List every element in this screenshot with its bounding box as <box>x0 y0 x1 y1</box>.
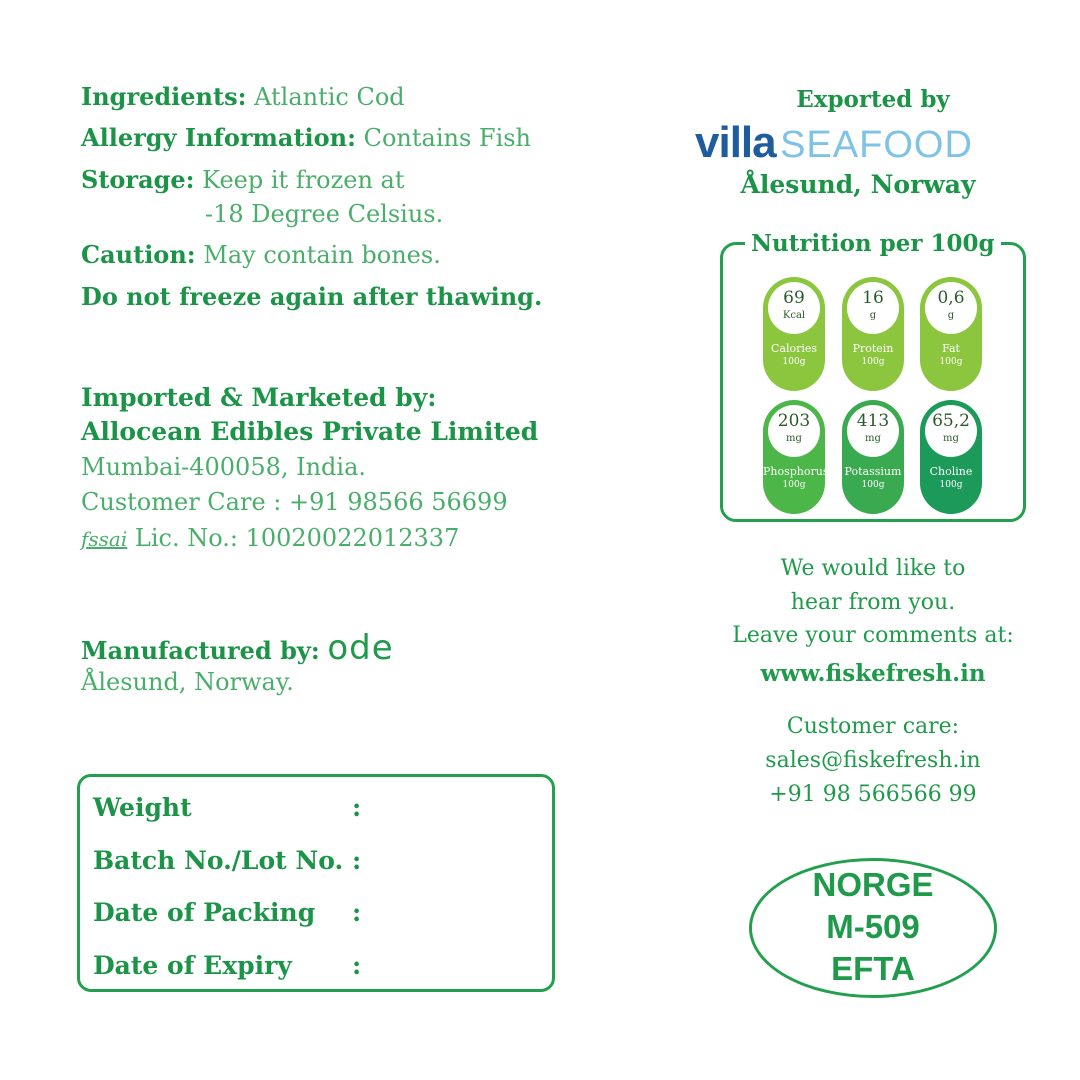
nutrition-value-circle <box>925 405 977 457</box>
storage-label: Storage: <box>81 165 195 194</box>
nutrition-name: Choline <box>929 465 973 478</box>
importer-address: Mumbai-400058, India. <box>81 453 367 481</box>
nutrition-unit: g <box>869 310 877 321</box>
nutrition-name: Phosphorus <box>763 465 829 478</box>
importer-care: Customer Care : +91 98566 56699 <box>81 488 508 516</box>
nutrition-value: 16 <box>862 288 884 308</box>
allergy-label: Allergy Information: <box>81 123 356 152</box>
nutrition-value: 69 <box>783 288 805 308</box>
customer-care-phone: +91 98 566566 99 <box>769 782 977 807</box>
nutrition-value-circle <box>847 405 899 457</box>
nutrition-per: 100g <box>782 357 806 367</box>
nutrition-title: Nutrition per 100g <box>745 230 1001 257</box>
nutrition-item <box>763 400 829 514</box>
importer-heading: Imported & Marketed by: <box>81 383 437 412</box>
nutrition-item <box>763 277 825 391</box>
nutrition-item <box>842 277 904 391</box>
feedback-line-3: Leave your comments at: <box>732 623 1014 648</box>
nutrition-unit: g <box>947 310 955 321</box>
fssai-license-line <box>81 524 459 552</box>
ingredients-line <box>81 82 405 111</box>
caution-label: Caution: <box>81 240 196 269</box>
nutrition-item <box>842 400 904 514</box>
oval-line-3: EFTA <box>831 950 915 987</box>
feedback-line-1: We would like to <box>780 556 966 581</box>
ingredients-value: Atlantic Cod <box>254 83 405 111</box>
nutrition-per: 100g <box>939 480 963 490</box>
nutrition-name: Potassium <box>844 465 902 478</box>
villa-seafood-logo <box>695 118 973 168</box>
packing-colon: : <box>352 898 362 927</box>
villa-brand: villa <box>695 118 776 167</box>
allergy-line <box>81 123 531 152</box>
feedback-line-2: hear from you. <box>790 590 956 615</box>
nutrition-value: 0,6 <box>937 288 965 308</box>
nutrition-value: 203 <box>777 411 811 431</box>
customer-care-email[interactable]: sales@fiskefresh.in <box>765 748 981 773</box>
storage-line <box>81 165 405 194</box>
fssai-logo: fssai <box>81 527 128 551</box>
nutrition-item <box>920 400 982 514</box>
nutrition-unit: mg <box>943 433 959 444</box>
allergy-value: Contains Fish <box>363 124 532 152</box>
exported-by-label: Exported by <box>796 86 950 113</box>
oval-line-1: NORGE <box>812 866 934 903</box>
weight-label: Weight <box>93 793 192 822</box>
storage-value-2: -18 Degree Celsius. <box>205 200 444 228</box>
nutrition-value-circle <box>925 282 977 334</box>
manufacturer-label: Manufactured by: <box>81 636 320 665</box>
caution-line <box>81 240 441 269</box>
expiry-colon: : <box>352 951 362 980</box>
nutrition-name: Protein <box>852 342 894 355</box>
importer-company: Allocean Edibles Private Limited <box>81 417 539 446</box>
nutrition-per: 100g <box>861 480 885 490</box>
caution-value: May contain bones. <box>203 241 441 269</box>
nutrition-value-circle <box>768 405 820 457</box>
ingredients-label: Ingredients: <box>81 82 247 111</box>
manufacturer-line <box>81 628 394 668</box>
nutrition-per: 100g <box>939 357 963 367</box>
nutrition-value: 65,2 <box>932 411 970 431</box>
expiry-date-label: Date of Expiry <box>93 951 292 980</box>
nutrition-per: 100g <box>782 480 806 490</box>
license-number: Lic. No.: 10020022012337 <box>134 524 460 552</box>
weight-colon: : <box>352 793 362 822</box>
website-link[interactable]: www.fiskefresh.in <box>760 660 986 687</box>
nutrition-value: 413 <box>856 411 890 431</box>
nutrition-name: Calories <box>770 342 818 355</box>
nutrition-unit: Kcal <box>782 310 806 321</box>
ode-logo: ode <box>327 628 394 668</box>
nutrition-unit: mg <box>786 433 802 444</box>
storage-value: Keep it frozen at <box>202 166 405 194</box>
manufacturer-location: Ålesund, Norway. <box>81 668 294 696</box>
packing-date-label: Date of Packing <box>93 898 316 927</box>
batch-label: Batch No./Lot No. <box>93 846 344 875</box>
nutrition-per: 100g <box>861 357 885 367</box>
exporter-location: Ålesund, Norway <box>740 170 976 199</box>
oval-line-2: M-509 <box>826 908 920 945</box>
nutrition-unit: mg <box>865 433 881 444</box>
nutrition-value-circle <box>847 282 899 334</box>
customer-care-label: Customer care: <box>786 714 960 739</box>
seafood-brand: SEAFOOD <box>780 124 973 166</box>
nutrition-item <box>920 277 982 391</box>
nutrition-name: Fat <box>942 342 960 355</box>
thaw-note: Do not freeze again after thawing. <box>81 282 543 311</box>
batch-colon: : <box>352 846 362 875</box>
nutrition-value-circle <box>768 282 820 334</box>
